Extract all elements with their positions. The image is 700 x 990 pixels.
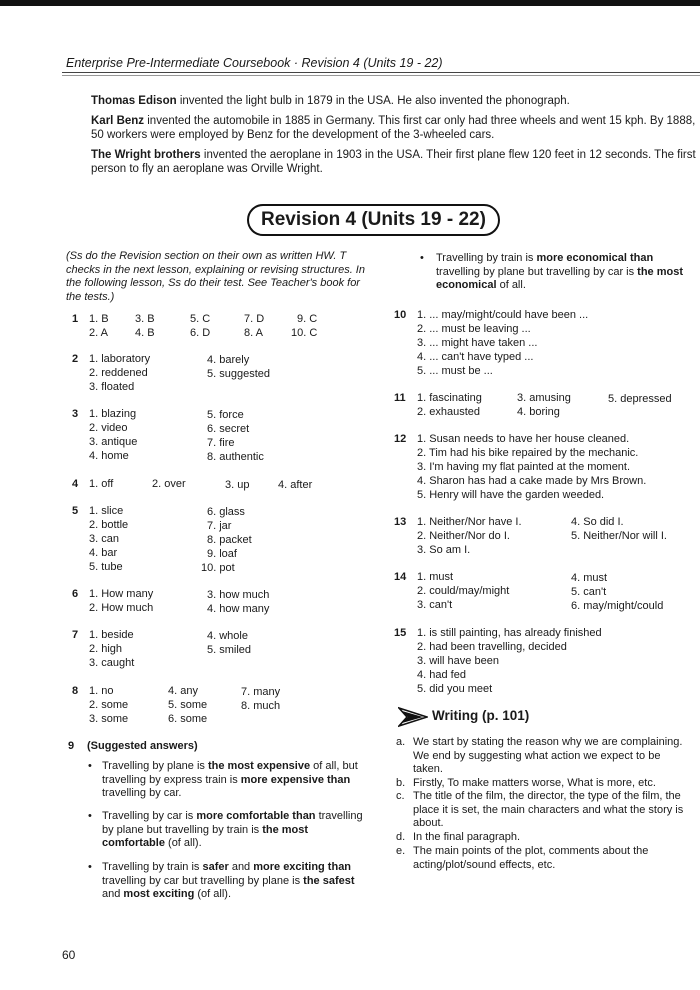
answer: 8. authentic	[207, 451, 264, 463]
question-number: 9	[68, 740, 75, 752]
answer: 4. home	[89, 450, 129, 462]
answer: 2. high	[89, 643, 123, 655]
answer: 2. A	[89, 327, 108, 339]
answer: 1. slice	[89, 505, 124, 517]
comparison-answer: Travelling by car is more comfortable than travelling by plane but travelling by train is the most comfortable (of all).	[102, 810, 363, 849]
answer: 1. fascinating	[417, 392, 482, 404]
answer: 9. loaf	[207, 548, 237, 560]
question-number: 6	[72, 588, 79, 600]
question-number: 11	[394, 392, 406, 404]
answer: 8. packet	[207, 534, 252, 546]
question-number: 12	[394, 433, 407, 445]
writing-answer: In the final paragraph.	[413, 831, 521, 843]
answer: 1. blazing	[89, 408, 137, 420]
answer: 1. no	[89, 685, 114, 697]
answer: 8. much	[241, 700, 281, 712]
answer: 1. laboratory	[89, 353, 151, 365]
answer: 5. ... must be ...	[417, 365, 493, 377]
answer: 3. some	[89, 713, 129, 725]
item-letter: e.	[396, 845, 406, 857]
answer: 6. may/might/could	[571, 600, 664, 612]
answer: 3. floated	[89, 381, 135, 393]
header-rule-secondary	[62, 75, 700, 76]
section-title: Revision 4 (Units 19 - 22)	[247, 204, 500, 236]
inventor-name: Thomas Edison	[91, 95, 177, 107]
answer: 2. could/may/might	[417, 585, 510, 597]
answer: 10. C	[291, 327, 318, 339]
writing-answer: Firstly, To make matters worse, What is more, etc.	[413, 777, 656, 789]
question-number: 2	[72, 353, 79, 365]
answer: 6. some	[168, 713, 208, 725]
answer: 5. tube	[89, 561, 123, 573]
answer: 3. can	[89, 533, 119, 545]
answer: 1. Susan needs to have her house cleaned.	[417, 433, 630, 445]
comparison-answer: Travelling by plane is the most expensive of all, but travelling by express train is more expensive than travelling by car.	[102, 760, 358, 799]
bullet-dot: •	[420, 252, 424, 264]
question-number: 3	[72, 408, 79, 420]
answer: 2. ... must be leaving ...	[417, 323, 531, 335]
answer: 3. B	[135, 313, 155, 325]
answer: 2. exhausted	[417, 406, 480, 418]
answer: 2. Neither/Nor do I.	[417, 530, 510, 542]
answer: 1. B	[89, 313, 109, 325]
answer: 5. C	[190, 313, 211, 325]
answer: 3. ... might have taken ...	[417, 337, 538, 349]
answer: 3. can't	[417, 599, 453, 611]
item-letter: d.	[396, 831, 406, 843]
answer: 3. how much	[207, 589, 270, 601]
teacher-note: (Ss do the Revision section on their own as written HW. T checks in the next lesson, explaining or revising structures. In the following lesson, Ss do their test. See Teacher's book for the tests.)	[66, 250, 365, 303]
comparison-answer: Travelling by train is more economical than travelling by plane but travelling by car is the most economical of all.	[436, 252, 684, 291]
writing-answer: We start by stating the reason why we are complaining. We end by suggesting what action we expect to be taken.	[413, 736, 683, 775]
page-header: Enterprise Pre-Intermediate Coursebook · Revision 4 (Units 19 - 22)	[66, 56, 443, 70]
header-rule	[62, 72, 700, 73]
question-number: 13	[394, 516, 407, 528]
intro-wright	[91, 148, 696, 176]
answer: 5. Henry will have the garden weeded.	[417, 489, 605, 501]
inventor-name: The Wright brothers	[91, 149, 201, 161]
answer: 4. barely	[207, 354, 250, 366]
answer: 1. must	[417, 571, 454, 583]
question-number: 8	[72, 685, 79, 697]
answer: 1. beside	[89, 629, 134, 641]
answer: 2. over	[152, 478, 186, 490]
answer: 8. A	[244, 327, 263, 339]
answer: 10. pot	[201, 562, 235, 574]
arrow-icon	[398, 706, 428, 728]
question-heading: (Suggested answers)	[87, 740, 198, 752]
question-number: 10	[394, 309, 407, 321]
question-number: 5	[72, 505, 79, 517]
answer: 4. whole	[207, 630, 248, 642]
answer: 4. boring	[517, 406, 560, 418]
item-letter: b.	[396, 777, 406, 789]
answer: 4. bar	[89, 547, 118, 559]
answer: 5. did you meet	[417, 683, 493, 695]
answer: 5. Neither/Nor will I.	[571, 530, 667, 542]
bullet-dot: •	[88, 810, 92, 822]
answer: 6. secret	[207, 423, 250, 435]
answer: 2. had been travelling, decided	[417, 641, 567, 653]
top-border	[0, 0, 700, 6]
answer: 2. video	[89, 422, 128, 434]
answer: 7. D	[244, 313, 265, 325]
intro-edison	[91, 94, 696, 108]
answer: 4. how many	[207, 603, 270, 615]
answer: 4. had fed	[417, 669, 466, 681]
answer: 3. will have been	[417, 655, 499, 667]
answer: 4. any	[168, 685, 198, 697]
answer: 7. many	[241, 686, 281, 698]
inventor-text: invented the automobile in 1885 in Germany. This first car only had three wheels and went 15 kph. By 1888, 50 workers were employed by Benz for the development of the 3-wheeled cars.	[91, 115, 696, 141]
answer: 3. So am I.	[417, 544, 471, 556]
answer: 5. some	[168, 699, 208, 711]
answer: 4. B	[135, 327, 155, 339]
answer: 1. ... may/might/could have been ...	[417, 309, 589, 321]
answer: 3. up	[225, 479, 250, 491]
answer: 5. depressed	[608, 393, 672, 405]
item-letter: a.	[396, 736, 406, 748]
question-number: 7	[72, 629, 79, 641]
answer: 2. How much	[89, 602, 154, 614]
answer: 1. Neither/Nor have I.	[417, 516, 522, 528]
answer: 5. can't	[571, 586, 607, 598]
answer: 2. bottle	[89, 519, 129, 531]
answer: 6. glass	[207, 506, 245, 518]
answer: 4. must	[571, 572, 608, 584]
answer: 3. caught	[89, 657, 135, 669]
writing-answer: The main points of the plot, comments about the acting/plot/sound effects, etc.	[413, 845, 649, 871]
answer: 4. ... can't have typed ...	[417, 351, 534, 363]
answer: 4. Sharon has had a cake made by Mrs Brown.	[417, 475, 647, 487]
comparison-answer: Travelling by train is safer and more exciting than travelling by car but travelling by plane is the safest and most exciting (of all).	[102, 861, 355, 900]
bullet-dot: •	[88, 861, 92, 873]
answer: 7. jar	[207, 520, 232, 532]
answer: 3. I'm having my flat painted at the moment.	[417, 461, 631, 473]
answer: 3. amusing	[517, 392, 571, 404]
answer: 1. How many	[89, 588, 154, 600]
answer: 2. Tim had his bike repaired by the mechanic.	[417, 447, 639, 459]
inventor-text: invented the aeroplane in 1903 in the USA. Their first plane flew 120 feet in 12 seconds. The first person to fly an aeroplane was Orville Wright.	[91, 149, 696, 175]
answer: 9. C	[297, 313, 318, 325]
answer: 5. smiled	[207, 644, 252, 656]
answer: 5. force	[207, 409, 244, 421]
answer: 2. reddened	[89, 367, 148, 379]
answer: 2. some	[89, 699, 129, 711]
answer: 7. fire	[207, 437, 235, 449]
answer: 1. is still painting, has already finished	[417, 627, 602, 639]
intro-benz	[91, 114, 696, 142]
inventor-name: Karl Benz	[91, 115, 145, 127]
question-number: 14	[394, 571, 407, 583]
answer: 4. after	[278, 479, 313, 491]
writing-answer: The title of the film, the director, the type of the film, the place it is set, the main characters and what the story is about.	[413, 790, 684, 829]
question-number: 15	[394, 627, 407, 639]
item-letter: c.	[396, 790, 405, 802]
inventor-text: invented the light bulb in 1879 in the USA. He also invented the phonograph.	[176, 95, 570, 107]
page-number: 60	[62, 948, 76, 962]
question-number: 4	[72, 478, 79, 490]
bullet-dot: •	[88, 760, 92, 772]
question-number: 1	[72, 313, 79, 325]
answer: 3. antique	[89, 436, 138, 448]
answer: 1. off	[89, 478, 114, 490]
answer: 5. suggested	[207, 368, 270, 380]
writing-title: Writing (p. 101)	[432, 708, 530, 723]
answer: 6. D	[190, 327, 211, 339]
answer: 4. So did I.	[571, 516, 624, 528]
